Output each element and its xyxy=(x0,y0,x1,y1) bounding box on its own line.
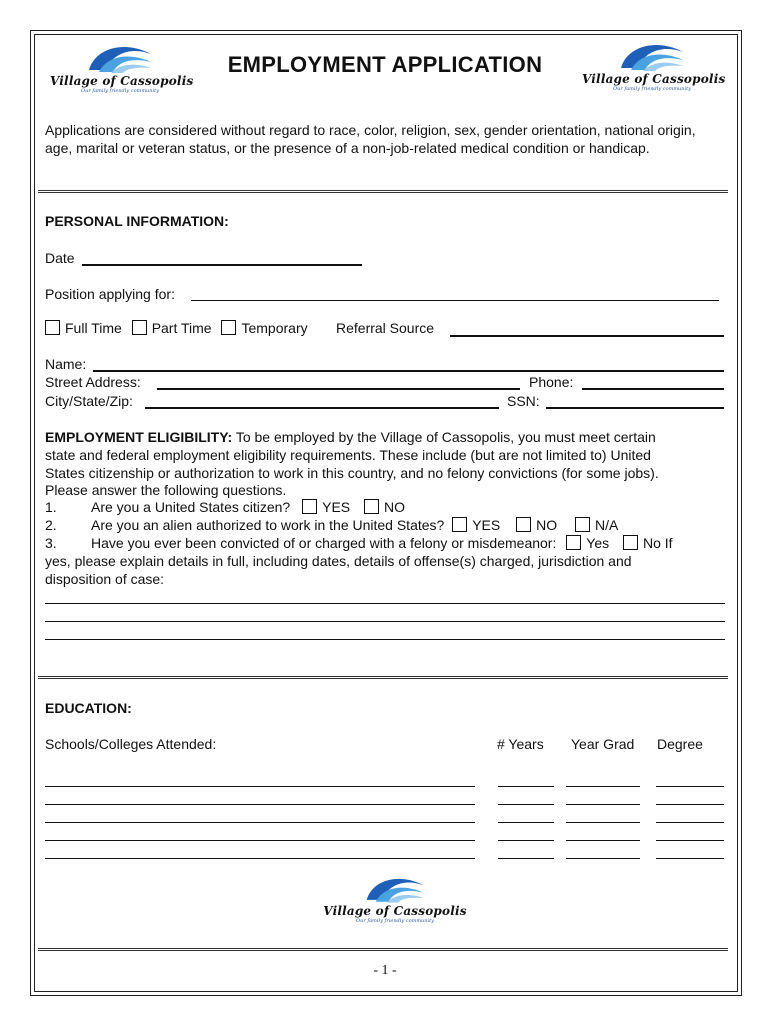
section-divider xyxy=(38,190,728,193)
q3-yes-label: Yes xyxy=(586,535,610,551)
year-grad-label: Year Grad xyxy=(571,736,635,752)
q2-no-label: NO xyxy=(536,517,558,533)
q3-explain-text-1: yes, please explain details in full, including dates, details of offense(s) charged, jurisdiction and xyxy=(45,553,632,569)
logo-name: Village of Cassopolis xyxy=(582,72,726,86)
degree-label: Degree xyxy=(657,736,703,752)
logo-tagline: Our family friendly community xyxy=(613,86,691,92)
q2-yes-checkbox[interactable] xyxy=(452,517,467,532)
logo-tagline: Our family friendly community xyxy=(81,88,159,94)
footer-divider xyxy=(38,948,728,951)
q1-text: Are you a United States citizen? xyxy=(91,499,291,515)
position-field[interactable] xyxy=(191,300,719,301)
page-title: EMPLOYMENT APPLICATION xyxy=(227,52,543,77)
q3-yes-checkbox[interactable] xyxy=(566,535,581,550)
q1-yes-checkbox[interactable] xyxy=(302,499,317,514)
eligibility-text-4: Please answer the following questions. xyxy=(45,482,287,498)
q1-row xyxy=(91,499,405,515)
section-divider xyxy=(38,676,728,679)
temporary-label: Temporary xyxy=(241,320,308,336)
eligibility-intro xyxy=(45,429,656,445)
degree-field[interactable] xyxy=(656,840,724,841)
q2-na-label: N/A xyxy=(595,517,619,533)
q2-no-checkbox[interactable] xyxy=(516,517,531,532)
page-number: - 1 - xyxy=(373,963,397,978)
q2-text: Are you an alien authorized to work in the United States? xyxy=(91,517,445,533)
logo-name: Village of Cassopolis xyxy=(50,74,194,88)
degree-field[interactable] xyxy=(656,822,724,823)
employment-type-row xyxy=(45,320,308,336)
personal-info-heading: PERSONAL INFORMATION: xyxy=(45,213,229,229)
schools-label: Schools/Colleges Attended: xyxy=(45,736,217,752)
temporary-checkbox[interactable] xyxy=(221,320,236,335)
ssn-field[interactable] xyxy=(546,407,724,409)
position-label: Position applying for: xyxy=(45,286,175,302)
degree-field[interactable] xyxy=(656,804,724,805)
eligibility-text-3: States citizenship or authorization to work in this country, and no felony convictions (for some jobs). xyxy=(45,465,659,481)
part-time-label: Part Time xyxy=(151,320,212,336)
city-label: City/State/Zip: xyxy=(45,393,133,409)
years-field[interactable] xyxy=(498,786,554,787)
explanation-line-1[interactable] xyxy=(45,603,725,604)
date-label: Date xyxy=(45,250,75,266)
wave-icon xyxy=(363,872,427,904)
part-time-checkbox[interactable] xyxy=(132,320,147,335)
year-grad-field[interactable] xyxy=(566,786,640,787)
school-field[interactable] xyxy=(45,822,475,823)
degree-field[interactable] xyxy=(656,786,724,787)
years-label: # Years xyxy=(497,736,544,752)
years-field[interactable] xyxy=(498,858,554,859)
degree-field[interactable] xyxy=(656,858,724,859)
street-label: Street Address: xyxy=(45,374,141,390)
name-label: Name: xyxy=(45,356,87,372)
wave-icon xyxy=(85,40,155,74)
q2-na-checkbox[interactable] xyxy=(575,517,590,532)
q3-row xyxy=(91,535,673,551)
referral-label: Referral Source xyxy=(336,320,435,336)
eligibility-heading: EMPLOYMENT ELIGIBILITY: xyxy=(45,429,233,445)
village-logo-right xyxy=(582,38,726,92)
date-field[interactable] xyxy=(82,264,362,266)
phone-field[interactable] xyxy=(582,388,724,390)
school-field[interactable] xyxy=(45,804,475,805)
q2-yes-label: YES xyxy=(472,517,501,533)
q2-number: 2. xyxy=(45,517,57,533)
village-logo-footer xyxy=(320,872,470,924)
years-field[interactable] xyxy=(498,822,554,823)
logo-name: Village of Cassopolis xyxy=(323,904,467,918)
name-field[interactable] xyxy=(93,370,724,372)
q3-number: 3. xyxy=(45,535,57,551)
year-grad-field[interactable] xyxy=(566,840,640,841)
school-field[interactable] xyxy=(45,840,475,841)
q1-number: 1. xyxy=(45,499,57,515)
street-field[interactable] xyxy=(157,388,520,390)
education-heading: EDUCATION: xyxy=(45,700,132,716)
ssn-label: SSN: xyxy=(507,393,540,409)
q3-no-label: No If xyxy=(643,535,673,551)
years-field[interactable] xyxy=(498,804,554,805)
wave-icon xyxy=(617,38,687,72)
school-field[interactable] xyxy=(45,858,475,859)
eligibility-text-2: state and federal employment eligibility requirements. These include (but are not limited to) United xyxy=(45,447,651,463)
eligibility-text-1: To be employed by the Village of Cassopolis, you must meet certain xyxy=(232,429,656,445)
phone-label: Phone: xyxy=(529,374,574,390)
q1-no-checkbox[interactable] xyxy=(364,499,379,514)
q3-text: Have you ever been convicted of or charged with a felony or misdemeanor: xyxy=(91,535,557,551)
q1-yes-label: YES xyxy=(322,499,351,515)
years-field[interactable] xyxy=(498,840,554,841)
year-grad-field[interactable] xyxy=(566,804,640,805)
school-field[interactable] xyxy=(45,786,475,787)
logo-tagline: Our family friendly community xyxy=(356,918,434,924)
referral-field[interactable] xyxy=(450,335,724,337)
q3-explain-text-2: disposition of case: xyxy=(45,571,165,587)
city-field[interactable] xyxy=(145,407,499,409)
intro-paragraph: Applications are considered without regard to race, color, religion, sex, gender orientation, national origin, age, marital or veteran status, or the presence of a non-job-related medical condition or handicap. xyxy=(45,122,696,156)
year-grad-field[interactable] xyxy=(566,858,640,859)
full-time-checkbox[interactable] xyxy=(45,320,60,335)
q3-no-checkbox[interactable] xyxy=(623,535,638,550)
year-grad-field[interactable] xyxy=(566,822,640,823)
village-logo-left xyxy=(50,40,194,94)
q1-no-label: NO xyxy=(384,499,406,515)
explanation-line-3[interactable] xyxy=(45,639,725,640)
explanation-line-2[interactable] xyxy=(45,621,725,622)
full-time-label: Full Time xyxy=(65,320,122,336)
q2-row xyxy=(91,517,618,533)
